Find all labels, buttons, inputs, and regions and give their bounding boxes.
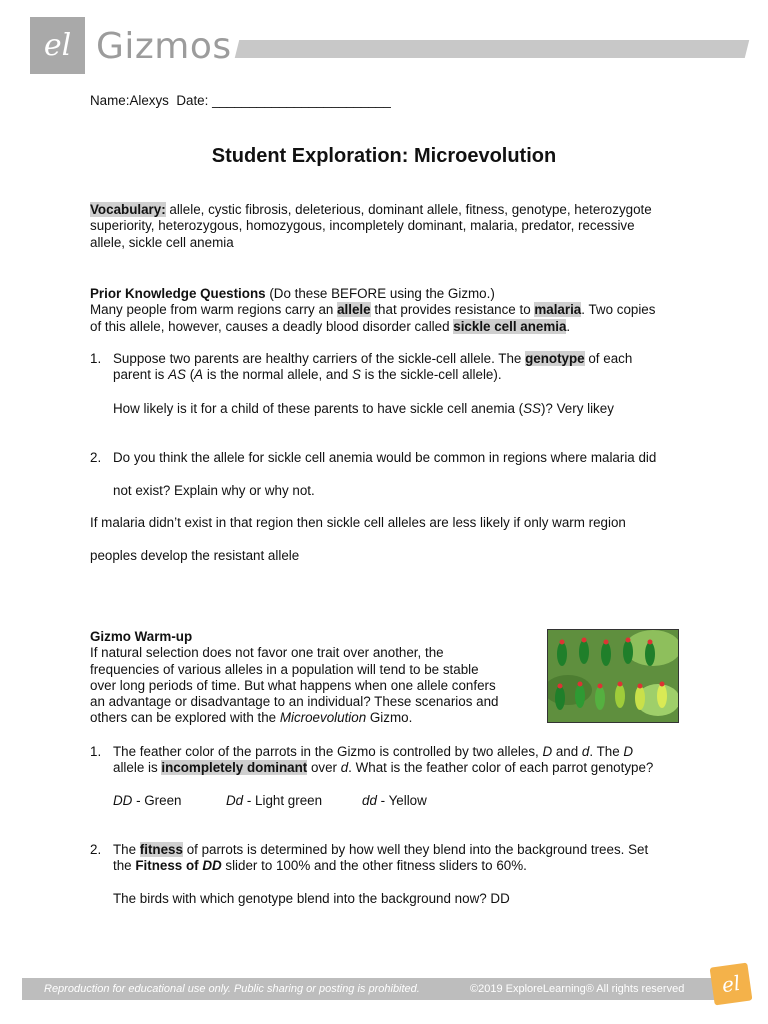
page-title: Student Exploration: Microevolution bbox=[211, 145, 557, 167]
genotype-dd-light-green bbox=[226, 793, 322, 809]
vocabulary-block bbox=[90, 202, 690, 251]
genotype-label: DD bbox=[113, 793, 133, 808]
prior-question-2-line-1: Do you think the allele for sickle cell anemia would be common in regions where malaria did bbox=[113, 450, 657, 465]
q-text: The feather color of the parrots in the Gizmo is controlled by two alleles, bbox=[113, 744, 543, 759]
q-text: Suppose two parents are healthy carriers of the sickle-cell allele. The bbox=[113, 351, 526, 366]
warmup-question-2-answer: The birds with which genotype blend into the background now? DD bbox=[113, 891, 510, 906]
prior-knowledge-block bbox=[90, 286, 690, 335]
warmup-text: others can be explored with the bbox=[90, 710, 280, 726]
q-text: allele is bbox=[113, 760, 162, 776]
term-sickle-cell: sickle cell anemia bbox=[453, 318, 567, 334]
question-number: 1. bbox=[90, 744, 102, 759]
prior-text: . Two copies bbox=[581, 302, 656, 318]
warmup-block bbox=[90, 629, 530, 727]
warmup-question-1 bbox=[113, 744, 693, 777]
term-incompletely-dominant: incompletely dominant bbox=[161, 760, 308, 776]
parrots-image bbox=[547, 629, 679, 723]
term-malaria: malaria bbox=[534, 302, 582, 318]
warmup-text: over long periods of time. But what happens when one allele confers bbox=[90, 677, 496, 693]
date-label: Date: bbox=[176, 93, 209, 108]
genotype-dd-yellow bbox=[362, 793, 427, 809]
warmup-heading: Gizmo Warm-up bbox=[90, 629, 193, 644]
term-genotype: genotype bbox=[525, 351, 585, 366]
q-text: D bbox=[623, 744, 634, 759]
prior-text: of this allele, however, causes a deadly blood disorder called bbox=[90, 318, 454, 334]
q-text: . The bbox=[589, 744, 624, 759]
name-label: Name:Alexys bbox=[90, 93, 169, 108]
q-text: of each bbox=[584, 351, 633, 366]
date-blank: ________________________ bbox=[212, 93, 391, 108]
vocab-line-3: allele, sickle cell anemia bbox=[90, 234, 234, 250]
question-number: 2. bbox=[90, 450, 102, 465]
q-text: d bbox=[581, 744, 590, 759]
gizmos-logo-mark: el bbox=[30, 17, 85, 74]
header-bar bbox=[235, 40, 749, 58]
answer-text: )? Very likey bbox=[540, 401, 614, 416]
q-text: Fitness of bbox=[135, 858, 203, 874]
warmup-text: Microevolution bbox=[279, 710, 367, 726]
vocab-line-2: superiority, heterozygous, homozygous, incompletely dominant, malaria, predator, recessive bbox=[90, 218, 635, 234]
question-number: 2. bbox=[90, 842, 102, 857]
warmup-text: frequencies of various alleles in a population will tend to be stable bbox=[90, 661, 479, 677]
q-text: S bbox=[351, 367, 361, 383]
question-number: 1. bbox=[90, 351, 102, 366]
q-text: of parrots is determined by how well they blend into the background trees. Set bbox=[182, 842, 649, 857]
gizmos-logo-text: Gizmos bbox=[96, 26, 232, 67]
q-text: ( bbox=[185, 367, 195, 383]
prior-text: Many people from warm regions carry an bbox=[90, 302, 338, 318]
q-text: over bbox=[307, 760, 341, 776]
prior-question-1 bbox=[113, 351, 673, 384]
q-text: DD bbox=[202, 858, 222, 874]
answer-line-1: If malaria didn’t exist in that region then sickle cell alleles are less likely if only warm region bbox=[90, 515, 626, 530]
prior-text: that provides resistance to bbox=[370, 302, 535, 318]
prior-heading: Prior Knowledge Questions bbox=[90, 286, 266, 301]
term-allele: allele bbox=[337, 302, 371, 318]
q-text: is the sickle-cell allele). bbox=[360, 367, 502, 383]
answer-text: - Yellow bbox=[376, 793, 427, 808]
genotype-dd-green bbox=[113, 793, 181, 809]
vocab-line-1: allele, cystic fibrosis, deleterious, dominant allele, fitness, genotype, heterozygote bbox=[165, 202, 652, 217]
prior-text: . bbox=[566, 318, 571, 334]
warmup-text: Gizmo. bbox=[366, 710, 413, 726]
answer-line-2: peoples develop the resistant allele bbox=[90, 548, 300, 563]
q-text: is the normal allele, and bbox=[203, 367, 352, 383]
answer-text: - Green bbox=[132, 793, 182, 808]
q-text: AS bbox=[168, 367, 186, 383]
q-text: SS bbox=[523, 401, 541, 416]
prior-heading-note: (Do these BEFORE using the Gizmo.) bbox=[265, 286, 495, 301]
q-text: . What is the feather color of each parrot genotype? bbox=[348, 760, 654, 776]
q-text: parent is bbox=[113, 367, 169, 383]
name-line bbox=[90, 93, 391, 109]
genotype-label: dd bbox=[362, 793, 377, 808]
q-text: The bbox=[113, 842, 140, 857]
answer-text: - Light green bbox=[243, 793, 323, 808]
warmup-text: If natural selection does not favor one trait over another, the bbox=[90, 645, 444, 661]
warmup-question-2 bbox=[113, 842, 693, 875]
genotype-label: Dd bbox=[226, 793, 244, 808]
footer-logo-mark: el bbox=[710, 963, 753, 1006]
term-fitness: fitness bbox=[139, 842, 183, 857]
footer-bar bbox=[22, 978, 722, 1000]
footer-copyright: ©2019 ExploreLearning® All rights reserved bbox=[470, 983, 685, 995]
q-text: How likely is it for a child of these parents to have sickle cell anemia ( bbox=[113, 401, 524, 416]
prior-question-1-answer bbox=[113, 401, 614, 417]
q-text: slider to 100% and the other fitness sliders to 60%. bbox=[221, 858, 527, 874]
q-text: and bbox=[552, 744, 582, 759]
q-text: the bbox=[113, 858, 136, 874]
vocabulary-label: Vocabulary: bbox=[90, 202, 166, 217]
warmup-text: an advantage or disadvantage to an individual? These scenarios and bbox=[90, 694, 499, 710]
prior-question-2-line-2: not exist? Explain why or why not. bbox=[113, 483, 315, 498]
q-text: D bbox=[542, 744, 553, 759]
q-text: A bbox=[194, 367, 204, 383]
footer-notice: Reproduction for educational use only. Public sharing or posting is prohibited. bbox=[44, 983, 420, 995]
q-text: d bbox=[340, 760, 349, 776]
